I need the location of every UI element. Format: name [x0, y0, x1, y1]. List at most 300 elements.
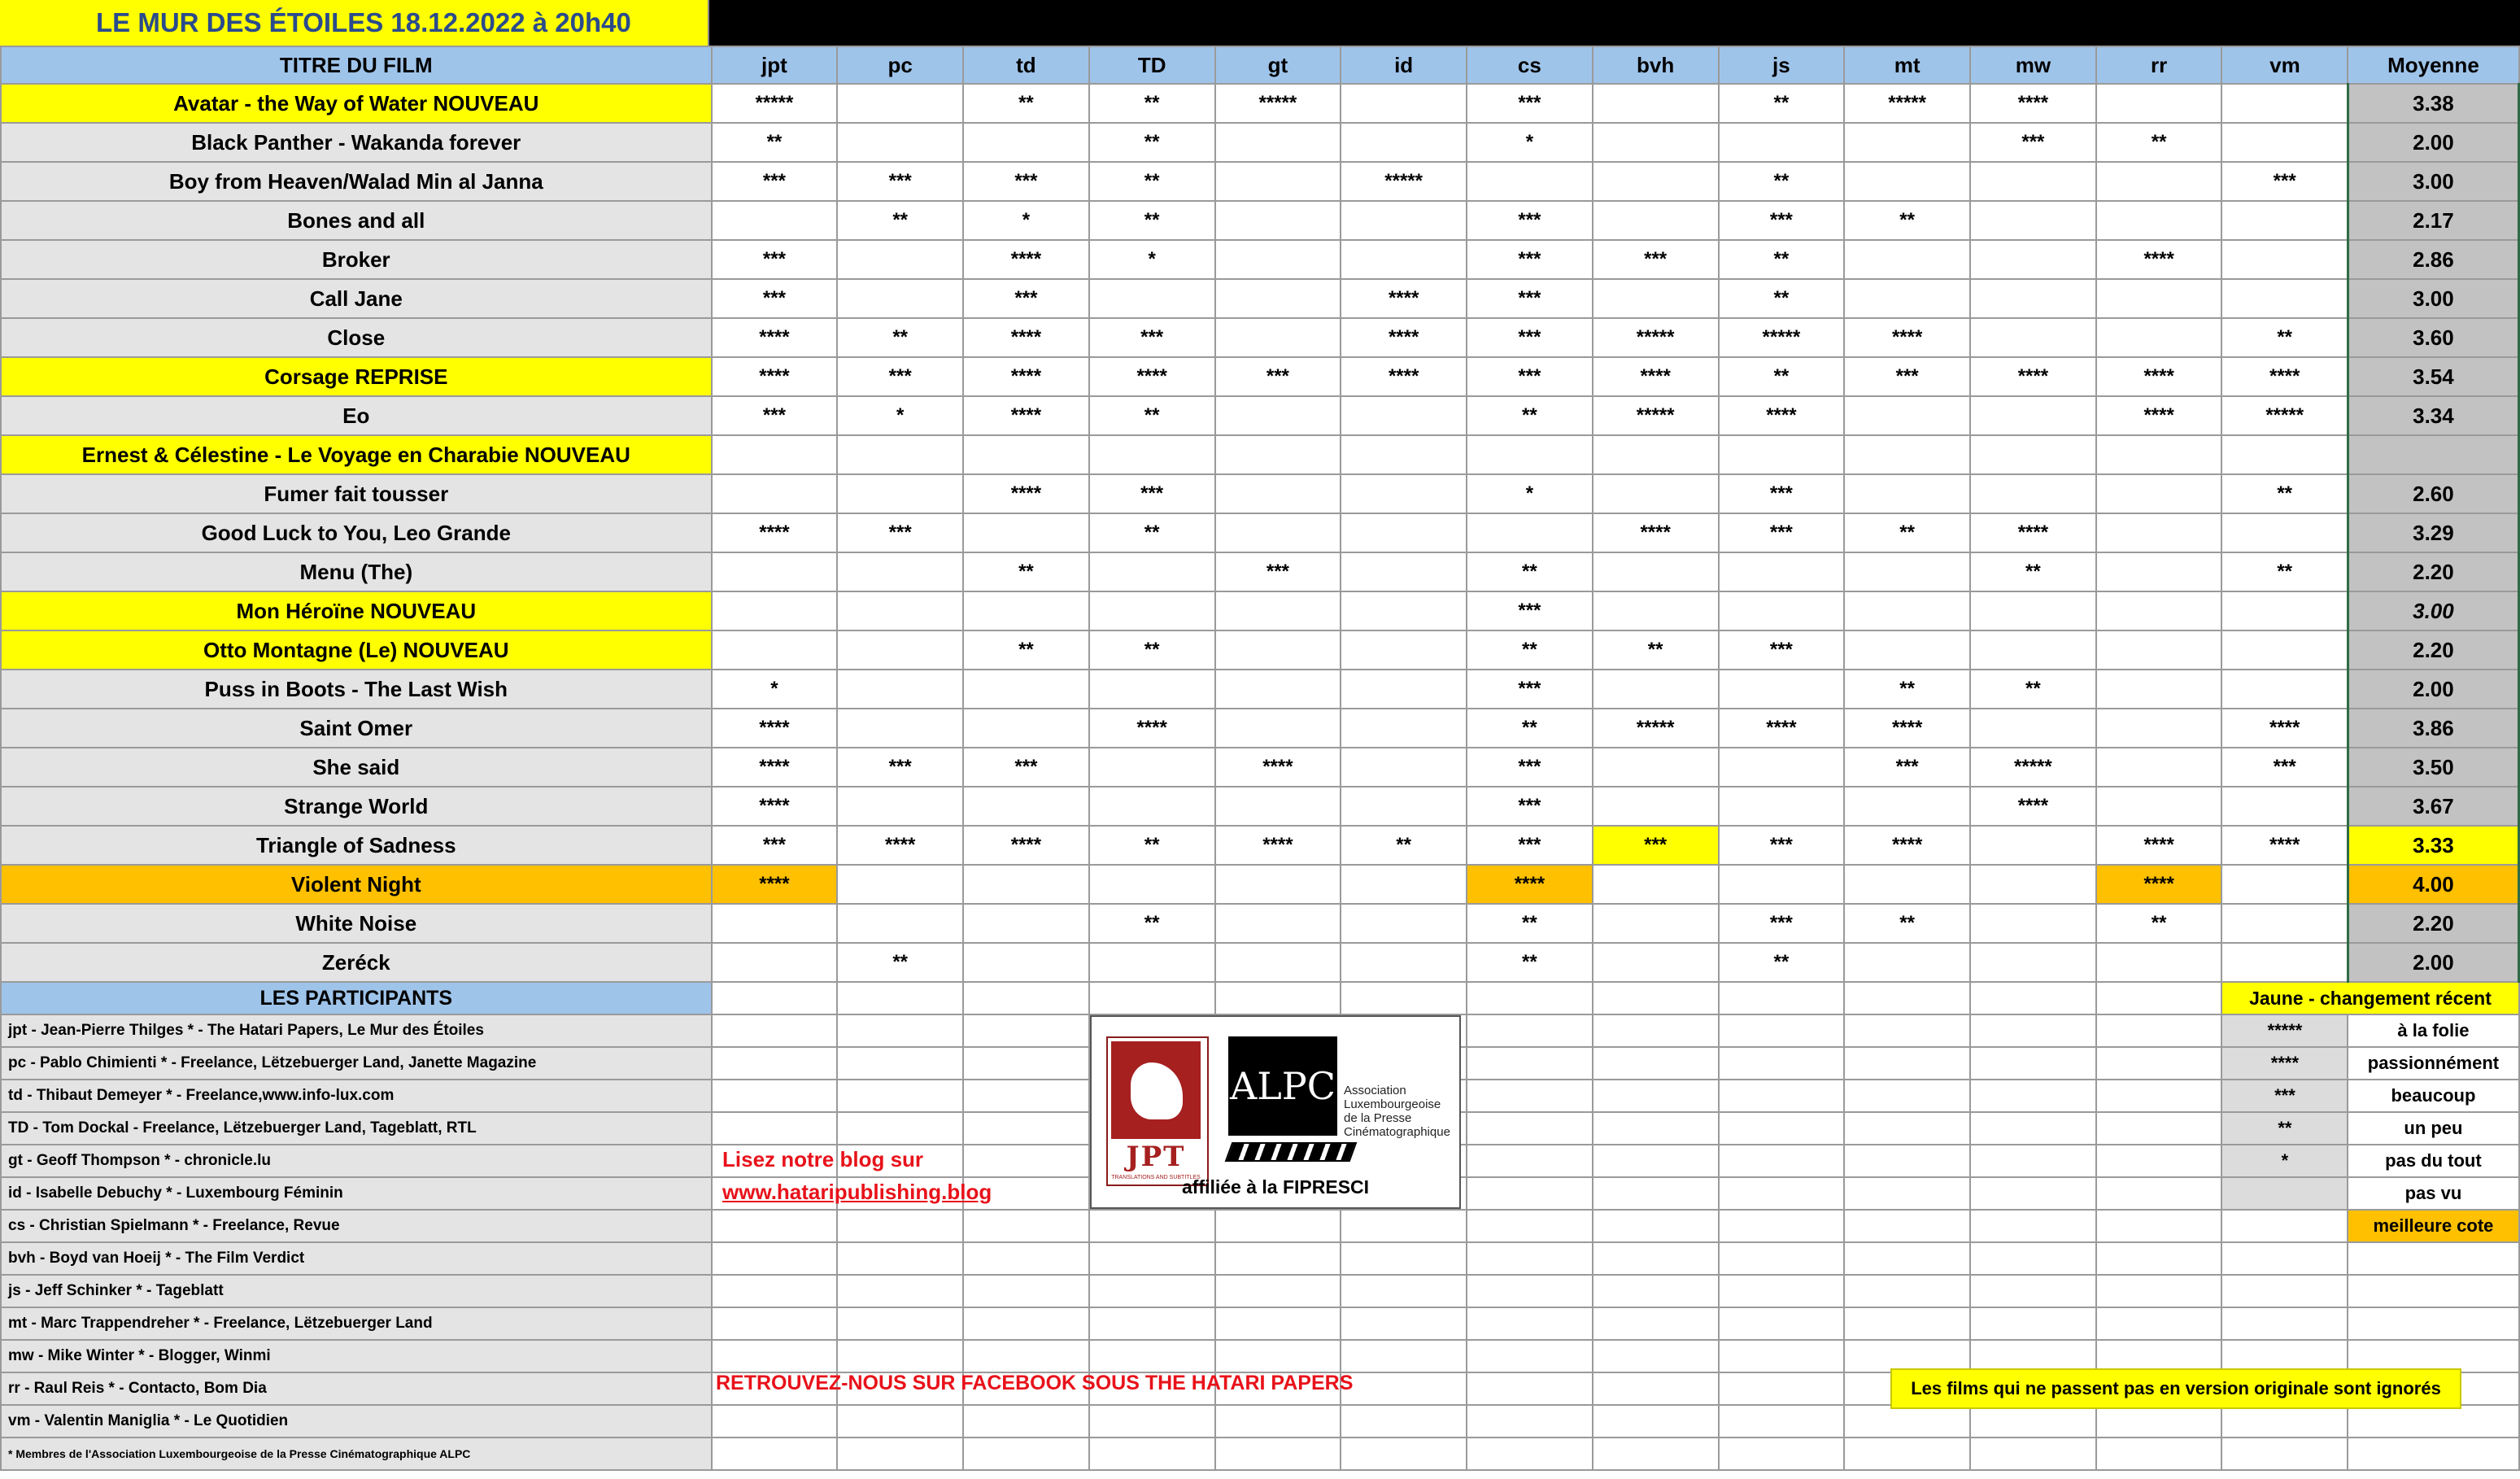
rating-cell[interactable] [2096, 787, 2222, 826]
rating-cell[interactable]: **** [1970, 84, 2096, 123]
rating-cell[interactable] [2221, 513, 2348, 552]
rating-cell[interactable]: **** [1089, 357, 1215, 396]
rating-cell[interactable] [837, 474, 963, 513]
rating-cell[interactable]: ** [1089, 630, 1215, 670]
rating-cell[interactable]: *** [1844, 748, 1970, 787]
rating-cell[interactable]: * [712, 670, 838, 709]
rating-cell[interactable] [2096, 84, 2222, 123]
rating-cell[interactable]: **** [1593, 357, 1719, 396]
rating-cell[interactable] [1215, 279, 1341, 318]
rating-cell[interactable]: * [837, 396, 963, 435]
rating-cell[interactable]: ** [1089, 201, 1215, 240]
rating-cell[interactable] [1341, 240, 1467, 279]
rating-cell[interactable]: *** [837, 748, 963, 787]
rating-cell[interactable] [1341, 787, 1467, 826]
rating-cell[interactable]: ** [2096, 123, 2222, 162]
rating-cell[interactable]: *** [837, 162, 963, 201]
rating-cell[interactable]: ** [1719, 357, 1845, 396]
rating-cell[interactable] [837, 279, 963, 318]
rating-cell[interactable]: *** [1467, 748, 1593, 787]
rating-cell[interactable] [1467, 162, 1593, 201]
rating-cell[interactable] [1089, 670, 1215, 709]
rating-cell[interactable] [1341, 201, 1467, 240]
rating-cell[interactable] [1341, 709, 1467, 748]
rating-cell[interactable]: ** [1089, 513, 1215, 552]
rating-cell[interactable] [1593, 787, 1719, 826]
rating-cell[interactable]: ** [1089, 396, 1215, 435]
rating-cell[interactable] [2096, 748, 2222, 787]
rating-cell[interactable]: **** [1844, 826, 1970, 865]
rating-cell[interactable] [1215, 201, 1341, 240]
rating-cell[interactable] [1719, 591, 1845, 630]
rating-cell[interactable] [1970, 318, 2096, 357]
rating-cell[interactable]: ** [2221, 552, 2348, 591]
rating-cell[interactable]: *** [1089, 474, 1215, 513]
rating-cell[interactable] [1215, 396, 1341, 435]
rating-cell[interactable] [1844, 162, 1970, 201]
rating-cell[interactable]: *** [2221, 748, 2348, 787]
rating-cell[interactable]: * [1467, 123, 1593, 162]
rating-cell[interactable] [1089, 787, 1215, 826]
rating-cell[interactable] [2096, 279, 2222, 318]
rating-cell[interactable]: **** [837, 826, 963, 865]
rating-cell[interactable]: *** [1844, 357, 1970, 396]
rating-cell[interactable] [1215, 709, 1341, 748]
rating-cell[interactable] [1970, 591, 2096, 630]
rating-cell[interactable] [1844, 943, 1970, 982]
rating-cell[interactable] [2221, 865, 2348, 904]
rating-cell[interactable]: * [1089, 240, 1215, 279]
rating-cell[interactable]: **** [2096, 357, 2222, 396]
rating-cell[interactable] [1719, 123, 1845, 162]
rating-cell[interactable]: *** [1593, 240, 1719, 279]
rating-cell[interactable]: ** [1089, 123, 1215, 162]
rating-cell[interactable]: ***** [712, 84, 838, 123]
rating-cell[interactable]: **** [2221, 709, 2348, 748]
rating-cell[interactable] [837, 591, 963, 630]
rating-cell[interactable] [837, 435, 963, 474]
rating-cell[interactable]: *** [1719, 474, 1845, 513]
rating-cell[interactable] [1467, 513, 1593, 552]
rating-cell[interactable] [1593, 552, 1719, 591]
rating-cell[interactable] [2221, 904, 2348, 943]
rating-cell[interactable] [1844, 240, 1970, 279]
rating-cell[interactable]: *** [712, 240, 838, 279]
rating-cell[interactable] [963, 435, 1089, 474]
rating-cell[interactable] [1215, 162, 1341, 201]
rating-cell[interactable] [712, 474, 838, 513]
rating-cell[interactable]: **** [963, 240, 1089, 279]
rating-cell[interactable]: ** [837, 201, 963, 240]
rating-cell[interactable] [1467, 435, 1593, 474]
rating-cell[interactable] [1341, 552, 1467, 591]
rating-cell[interactable]: **** [712, 865, 838, 904]
rating-cell[interactable] [1970, 865, 2096, 904]
rating-cell[interactable]: **** [963, 357, 1089, 396]
rating-cell[interactable]: **** [712, 709, 838, 748]
rating-cell[interactable]: ** [1844, 904, 1970, 943]
rating-cell[interactable] [963, 513, 1089, 552]
rating-cell[interactable]: **** [2096, 396, 2222, 435]
rating-cell[interactable]: **** [2096, 826, 2222, 865]
rating-cell[interactable] [1215, 474, 1341, 513]
rating-cell[interactable] [2221, 201, 2348, 240]
rating-cell[interactable]: *** [963, 748, 1089, 787]
rating-cell[interactable]: *** [1215, 552, 1341, 591]
rating-cell[interactable]: ***** [1341, 162, 1467, 201]
rating-cell[interactable] [1215, 943, 1341, 982]
rating-cell[interactable]: *** [1467, 84, 1593, 123]
rating-cell[interactable]: *** [1970, 123, 2096, 162]
rating-cell[interactable]: **** [1719, 709, 1845, 748]
rating-cell[interactable] [1341, 474, 1467, 513]
rating-cell[interactable]: ** [1719, 240, 1845, 279]
rating-cell[interactable]: ** [1467, 396, 1593, 435]
rating-cell[interactable] [1341, 943, 1467, 982]
rating-cell[interactable]: *** [1467, 357, 1593, 396]
rating-cell[interactable] [963, 904, 1089, 943]
rating-cell[interactable]: **** [712, 748, 838, 787]
rating-cell[interactable]: *** [1719, 513, 1845, 552]
rating-cell[interactable] [1719, 670, 1845, 709]
rating-cell[interactable] [2221, 670, 2348, 709]
rating-cell[interactable]: ** [2221, 318, 2348, 357]
rating-cell[interactable]: *** [712, 279, 838, 318]
rating-cell[interactable] [2221, 630, 2348, 670]
rating-cell[interactable] [2221, 279, 2348, 318]
rating-cell[interactable]: **** [1970, 513, 2096, 552]
rating-cell[interactable]: ***** [1215, 84, 1341, 123]
rating-cell[interactable] [1215, 670, 1341, 709]
rating-cell[interactable] [1844, 591, 1970, 630]
rating-cell[interactable] [1593, 904, 1719, 943]
rating-cell[interactable]: **** [1844, 709, 1970, 748]
rating-cell[interactable] [837, 84, 963, 123]
rating-cell[interactable]: *** [1467, 240, 1593, 279]
rating-cell[interactable] [1970, 279, 2096, 318]
rating-cell[interactable] [1719, 865, 1845, 904]
rating-cell[interactable] [1844, 123, 1970, 162]
rating-cell[interactable]: **** [712, 513, 838, 552]
rating-cell[interactable]: ** [1593, 630, 1719, 670]
rating-cell[interactable] [1970, 435, 2096, 474]
rating-cell[interactable]: *** [1719, 201, 1845, 240]
rating-cell[interactable]: ** [1089, 826, 1215, 865]
rating-cell[interactable] [837, 904, 963, 943]
rating-cell[interactable]: *** [2221, 162, 2348, 201]
rating-cell[interactable]: **** [963, 826, 1089, 865]
rating-cell[interactable]: *** [712, 162, 838, 201]
rating-cell[interactable]: ** [1467, 630, 1593, 670]
rating-cell[interactable] [1341, 396, 1467, 435]
rating-cell[interactable]: **** [1215, 826, 1341, 865]
rating-cell[interactable]: *** [1719, 630, 1845, 670]
rating-cell[interactable] [1593, 123, 1719, 162]
rating-cell[interactable] [712, 943, 838, 982]
rating-cell[interactable]: **** [963, 474, 1089, 513]
rating-cell[interactable]: ** [963, 552, 1089, 591]
rating-cell[interactable]: ***** [1719, 318, 1845, 357]
rating-cell[interactable]: ***** [1593, 709, 1719, 748]
rating-cell[interactable] [1970, 162, 2096, 201]
rating-cell[interactable]: **** [1593, 513, 1719, 552]
rating-cell[interactable] [1341, 84, 1467, 123]
rating-cell[interactable]: **** [1341, 318, 1467, 357]
rating-cell[interactable] [1215, 630, 1341, 670]
rating-cell[interactable] [837, 240, 963, 279]
rating-cell[interactable]: *** [1467, 279, 1593, 318]
rating-cell[interactable] [712, 630, 838, 670]
rating-cell[interactable] [1844, 630, 1970, 670]
rating-cell[interactable]: *** [837, 513, 963, 552]
rating-cell[interactable] [1215, 787, 1341, 826]
rating-cell[interactable] [963, 787, 1089, 826]
rating-cell[interactable]: *** [963, 162, 1089, 201]
rating-cell[interactable] [2221, 591, 2348, 630]
rating-cell[interactable]: ***** [1593, 396, 1719, 435]
rating-cell[interactable]: *** [1719, 826, 1845, 865]
rating-cell[interactable]: **** [712, 787, 838, 826]
rating-cell[interactable] [1089, 435, 1215, 474]
rating-cell[interactable] [963, 709, 1089, 748]
rating-cell[interactable]: *** [1467, 201, 1593, 240]
rating-cell[interactable]: **** [963, 396, 1089, 435]
rating-cell[interactable]: **** [1970, 357, 2096, 396]
rating-cell[interactable]: *** [837, 357, 963, 396]
rating-cell[interactable] [837, 670, 963, 709]
rating-cell[interactable] [712, 201, 838, 240]
rating-cell[interactable] [1719, 435, 1845, 474]
rating-cell[interactable] [837, 709, 963, 748]
rating-cell[interactable] [1215, 435, 1341, 474]
rating-cell[interactable]: **** [1341, 279, 1467, 318]
rating-cell[interactable]: **** [1844, 318, 1970, 357]
rating-cell[interactable]: **** [1215, 748, 1341, 787]
rating-cell[interactable]: ** [1970, 552, 2096, 591]
rating-cell[interactable] [2096, 474, 2222, 513]
rating-cell[interactable]: *** [963, 279, 1089, 318]
rating-cell[interactable]: ** [1719, 279, 1845, 318]
rating-cell[interactable]: **** [2096, 865, 2222, 904]
rating-cell[interactable] [1844, 552, 1970, 591]
rating-cell[interactable]: ** [2096, 904, 2222, 943]
rating-cell[interactable]: ** [1844, 201, 1970, 240]
rating-cell[interactable] [1719, 552, 1845, 591]
rating-cell[interactable] [1341, 513, 1467, 552]
rating-cell[interactable] [1844, 435, 1970, 474]
rating-cell[interactable]: ***** [1844, 84, 1970, 123]
rating-cell[interactable] [712, 591, 838, 630]
rating-cell[interactable] [2096, 552, 2222, 591]
rating-cell[interactable]: ** [1844, 670, 1970, 709]
rating-cell[interactable] [1341, 865, 1467, 904]
rating-cell[interactable] [963, 670, 1089, 709]
rating-cell[interactable] [837, 630, 963, 670]
rating-cell[interactable] [837, 552, 963, 591]
rating-cell[interactable]: **** [1970, 787, 2096, 826]
rating-cell[interactable]: * [963, 201, 1089, 240]
rating-cell[interactable] [1215, 123, 1341, 162]
rating-cell[interactable] [963, 123, 1089, 162]
rating-cell[interactable] [837, 787, 963, 826]
rating-cell[interactable]: ** [1089, 904, 1215, 943]
rating-cell[interactable]: ***** [1593, 318, 1719, 357]
rating-cell[interactable] [1970, 943, 2096, 982]
rating-cell[interactable] [1844, 865, 1970, 904]
rating-cell[interactable]: *** [1593, 826, 1719, 865]
rating-cell[interactable] [1593, 748, 1719, 787]
rating-cell[interactable]: **** [1089, 709, 1215, 748]
rating-cell[interactable] [1593, 84, 1719, 123]
rating-cell[interactable]: *** [1467, 826, 1593, 865]
rating-cell[interactable] [1844, 279, 1970, 318]
rating-cell[interactable] [1341, 670, 1467, 709]
rating-cell[interactable] [1593, 201, 1719, 240]
rating-cell[interactable]: ** [1719, 84, 1845, 123]
rating-cell[interactable] [837, 123, 963, 162]
rating-cell[interactable] [1593, 435, 1719, 474]
rating-cell[interactable] [1844, 396, 1970, 435]
rating-cell[interactable]: ** [1719, 943, 1845, 982]
rating-cell[interactable] [1341, 904, 1467, 943]
rating-cell[interactable]: *** [1719, 904, 1845, 943]
rating-cell[interactable] [1089, 279, 1215, 318]
rating-cell[interactable]: * [1467, 474, 1593, 513]
rating-cell[interactable] [1341, 435, 1467, 474]
rating-cell[interactable]: ** [1089, 84, 1215, 123]
blog-link[interactable]: www.hataripublishing.blog [722, 1180, 992, 1204]
rating-cell[interactable] [1089, 748, 1215, 787]
rating-cell[interactable]: **** [1341, 357, 1467, 396]
rating-cell[interactable]: ** [1719, 162, 1845, 201]
rating-cell[interactable] [1970, 630, 2096, 670]
rating-cell[interactable] [2221, 123, 2348, 162]
rating-cell[interactable] [1341, 630, 1467, 670]
rating-cell[interactable]: *** [1467, 787, 1593, 826]
rating-cell[interactable]: ** [963, 84, 1089, 123]
rating-cell[interactable]: ***** [1970, 748, 2096, 787]
rating-cell[interactable] [1341, 748, 1467, 787]
rating-cell[interactable] [2096, 435, 2222, 474]
rating-cell[interactable]: *** [1467, 670, 1593, 709]
rating-cell[interactable] [1970, 396, 2096, 435]
rating-cell[interactable] [1970, 904, 2096, 943]
rating-cell[interactable]: ** [1844, 513, 1970, 552]
rating-cell[interactable] [712, 904, 838, 943]
rating-cell[interactable]: **** [712, 318, 838, 357]
rating-cell[interactable]: *** [1089, 318, 1215, 357]
rating-cell[interactable]: ** [1467, 552, 1593, 591]
rating-cell[interactable]: *** [712, 396, 838, 435]
rating-cell[interactable]: ** [1089, 162, 1215, 201]
rating-cell[interactable]: ** [1467, 709, 1593, 748]
rating-cell[interactable]: *** [1467, 318, 1593, 357]
rating-cell[interactable] [963, 865, 1089, 904]
rating-cell[interactable]: *** [712, 826, 838, 865]
rating-cell[interactable] [1341, 123, 1467, 162]
rating-cell[interactable]: *** [1467, 591, 1593, 630]
rating-cell[interactable] [2221, 240, 2348, 279]
rating-cell[interactable]: ** [837, 318, 963, 357]
rating-cell[interactable]: **** [2221, 826, 2348, 865]
rating-cell[interactable] [2096, 513, 2222, 552]
rating-cell[interactable]: ** [2221, 474, 2348, 513]
rating-cell[interactable] [1719, 787, 1845, 826]
rating-cell[interactable] [1215, 591, 1341, 630]
rating-cell[interactable] [2096, 162, 2222, 201]
rating-cell[interactable] [1593, 943, 1719, 982]
rating-cell[interactable] [1970, 826, 2096, 865]
rating-cell[interactable] [1593, 670, 1719, 709]
rating-cell[interactable] [2096, 318, 2222, 357]
rating-cell[interactable]: ** [1341, 826, 1467, 865]
rating-cell[interactable] [1593, 591, 1719, 630]
rating-cell[interactable] [1970, 474, 2096, 513]
rating-cell[interactable] [1719, 748, 1845, 787]
rating-cell[interactable] [1089, 943, 1215, 982]
rating-cell[interactable] [1215, 240, 1341, 279]
rating-cell[interactable] [2221, 943, 2348, 982]
rating-cell[interactable] [1593, 279, 1719, 318]
rating-cell[interactable]: ** [1467, 904, 1593, 943]
rating-cell[interactable] [1970, 709, 2096, 748]
rating-cell[interactable] [1593, 865, 1719, 904]
rating-cell[interactable] [712, 552, 838, 591]
rating-cell[interactable] [1215, 904, 1341, 943]
rating-cell[interactable] [2096, 670, 2222, 709]
rating-cell[interactable] [2221, 435, 2348, 474]
rating-cell[interactable]: **** [1467, 865, 1593, 904]
rating-cell[interactable] [1593, 162, 1719, 201]
rating-cell[interactable]: ** [963, 630, 1089, 670]
rating-cell[interactable]: **** [2096, 240, 2222, 279]
rating-cell[interactable] [1215, 865, 1341, 904]
rating-cell[interactable] [1215, 318, 1341, 357]
rating-cell[interactable] [1844, 787, 1970, 826]
rating-cell[interactable] [712, 435, 838, 474]
rating-cell[interactable] [2221, 787, 2348, 826]
rating-cell[interactable] [837, 865, 963, 904]
rating-cell[interactable]: ** [1467, 943, 1593, 982]
rating-cell[interactable]: ** [837, 943, 963, 982]
rating-cell[interactable] [1089, 552, 1215, 591]
rating-cell[interactable] [2096, 709, 2222, 748]
rating-cell[interactable]: **** [963, 318, 1089, 357]
rating-cell[interactable] [2096, 201, 2222, 240]
rating-cell[interactable] [2096, 630, 2222, 670]
rating-cell[interactable] [2096, 943, 2222, 982]
rating-cell[interactable] [1593, 474, 1719, 513]
rating-cell[interactable]: ** [1970, 670, 2096, 709]
rating-cell[interactable]: *** [1215, 357, 1341, 396]
rating-cell[interactable]: ** [712, 123, 838, 162]
rating-cell[interactable] [1089, 865, 1215, 904]
rating-cell[interactable]: **** [712, 357, 838, 396]
rating-cell[interactable]: **** [1719, 396, 1845, 435]
rating-cell[interactable] [1215, 513, 1341, 552]
rating-cell[interactable] [963, 591, 1089, 630]
rating-cell[interactable]: **** [2221, 357, 2348, 396]
rating-cell[interactable] [2096, 591, 2222, 630]
rating-cell[interactable]: ***** [2221, 396, 2348, 435]
rating-cell[interactable] [2221, 84, 2348, 123]
rating-cell[interactable] [1970, 201, 2096, 240]
rating-cell[interactable] [1341, 591, 1467, 630]
rating-cell[interactable] [1844, 474, 1970, 513]
rating-cell[interactable] [963, 943, 1089, 982]
rating-cell[interactable] [1089, 591, 1215, 630]
rating-cell[interactable] [1970, 240, 2096, 279]
